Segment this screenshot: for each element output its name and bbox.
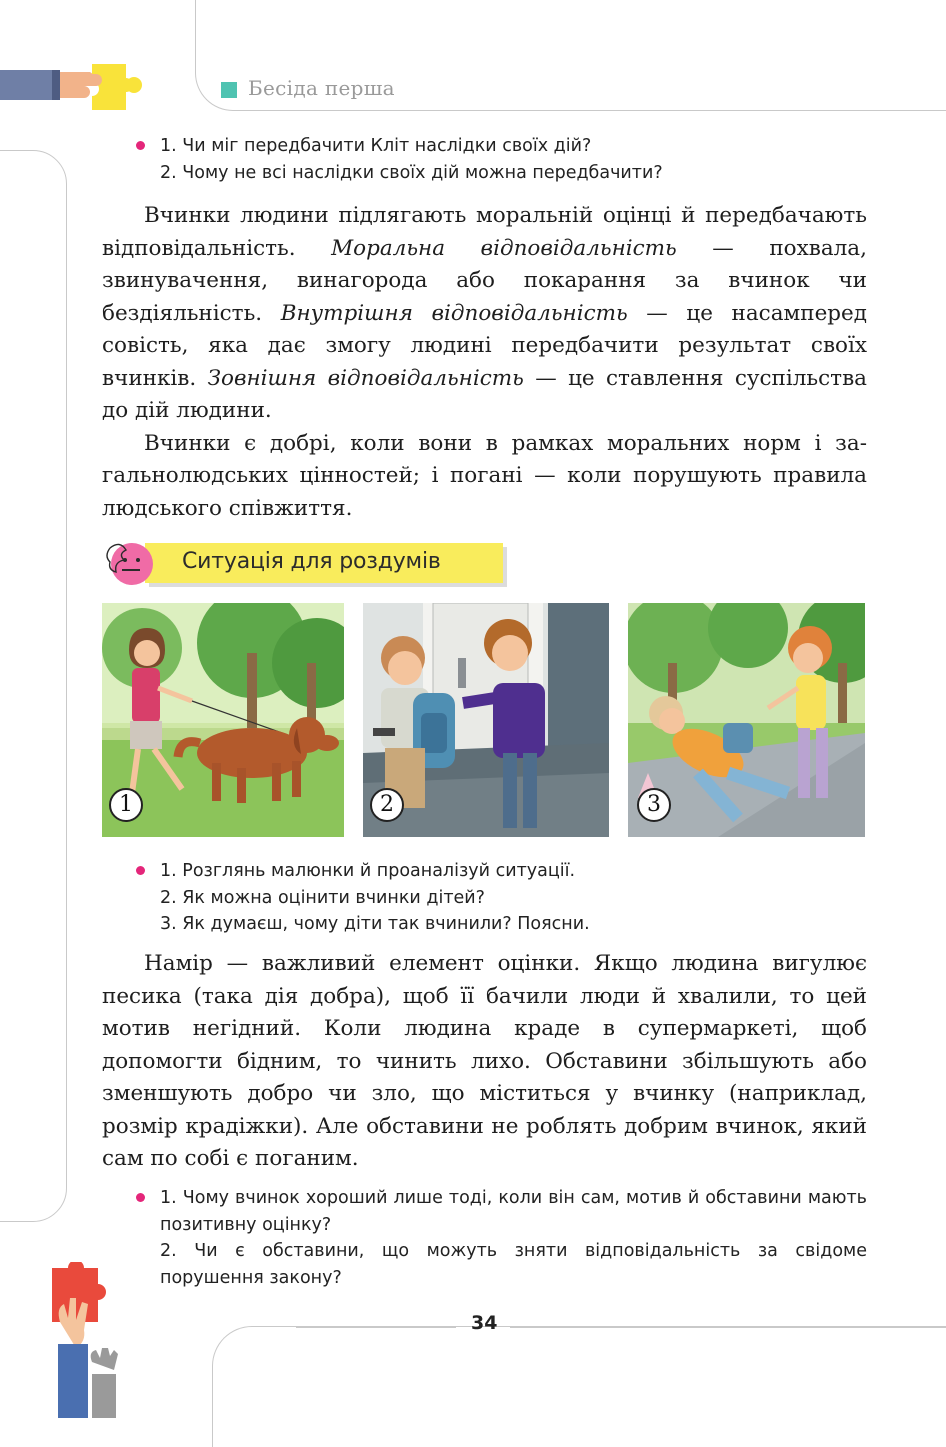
questions-block-3 <box>160 1185 867 1291</box>
question-item: 2. Чому не всі наслідки своїх дій можна передбачити? <box>160 162 663 183</box>
page-frame-bottom <box>212 1326 946 1447</box>
picture-number-3: 3 <box>637 788 671 822</box>
question-item: 2. Як можна оцінити вчинки дітей? <box>160 887 485 908</box>
question-item: 3. Як думаєш, чому діти так вчинили? Поясни. <box>160 914 590 934</box>
thinking-face-icon <box>100 540 160 588</box>
page-frame-left <box>0 150 67 1222</box>
bullet-icon <box>136 1193 145 1202</box>
text-run: — похвала, звинувачення, винагорода або покарання за вчинок чи бездіяльність. <box>102 235 867 326</box>
illustration-2 <box>363 603 609 837</box>
footer-line-left <box>296 1326 456 1328</box>
paragraph: Вчинки є добрі, коли вони в рамках моральних норм і загальнолюдських цінностей; і погані — коли порушують правила людського співжиття. <box>102 430 867 521</box>
question-item: 1. Чому вчинок хороший лише тоді, коли він сам, мотив й обставини мають позитивну оцінку? <box>160 1188 867 1235</box>
bullet-icon <box>136 866 145 875</box>
bullet-icon <box>136 141 145 150</box>
text-run: Вчинки людини підлягають моральній оцінці й передбачають відповідальність. <box>102 203 867 261</box>
situation-title: Ситуація для роздумів <box>182 549 441 574</box>
section-marker <box>221 82 237 98</box>
situation-header <box>100 540 510 588</box>
question-item: 1. Розглянь малюнки й проаналізуй ситуації. <box>160 861 576 881</box>
questions-block-2 <box>160 858 590 938</box>
main-text-1 <box>102 200 867 525</box>
term-moral-responsibility: Моральна відповідальність <box>331 235 677 261</box>
text-run: — це ставлення суспільства до дій людини. <box>102 365 867 423</box>
main-text-2 <box>102 948 867 1176</box>
hand-puzzle-icon <box>0 62 160 114</box>
picture-number-2: 2 <box>370 788 404 822</box>
question-item: 2. Чи є обставини, що можуть зняти відповідальність за свідоме порушення закону? <box>160 1241 867 1288</box>
page-number: 34 <box>471 1312 498 1334</box>
illustration-3 <box>628 603 865 837</box>
text-run: — це насамперед совість, яка дає змогу людині передбачити результат своїх вчинків. <box>102 300 868 391</box>
hands-puzzle-icon <box>40 1262 130 1418</box>
footer-line-right <box>510 1326 946 1328</box>
paragraph <box>102 200 867 428</box>
question-item: 1. Чи міг передбачити Кліт наслідки своїх дій? <box>160 136 592 156</box>
term-inner-responsibility: Внутрішня відповідальність <box>280 300 628 326</box>
term-outer-responsibility: Зовнішня відповідальність <box>207 365 524 391</box>
questions-block-1 <box>160 133 663 186</box>
section-label: Бесіда перша <box>248 76 395 100</box>
picture-number-1: 1 <box>109 788 143 822</box>
illustration-1 <box>102 603 344 837</box>
paragraph: Намір — важливий елемент оцінки. Якщо людина вигулює песика (така дія добра), щоб її бачили люди й хвалили, то цей мотив негідний. Коли людина краде в супермаркеті, щоб допомогти бідним, то чинить лихо. Обставини збільшують або зменшують добро чи зло, що міститься у вчинку (наприклад, розмір крадіжки). Але обставини не роблять добрим вчинок, який сам по собі є поганим. <box>102 951 867 1171</box>
